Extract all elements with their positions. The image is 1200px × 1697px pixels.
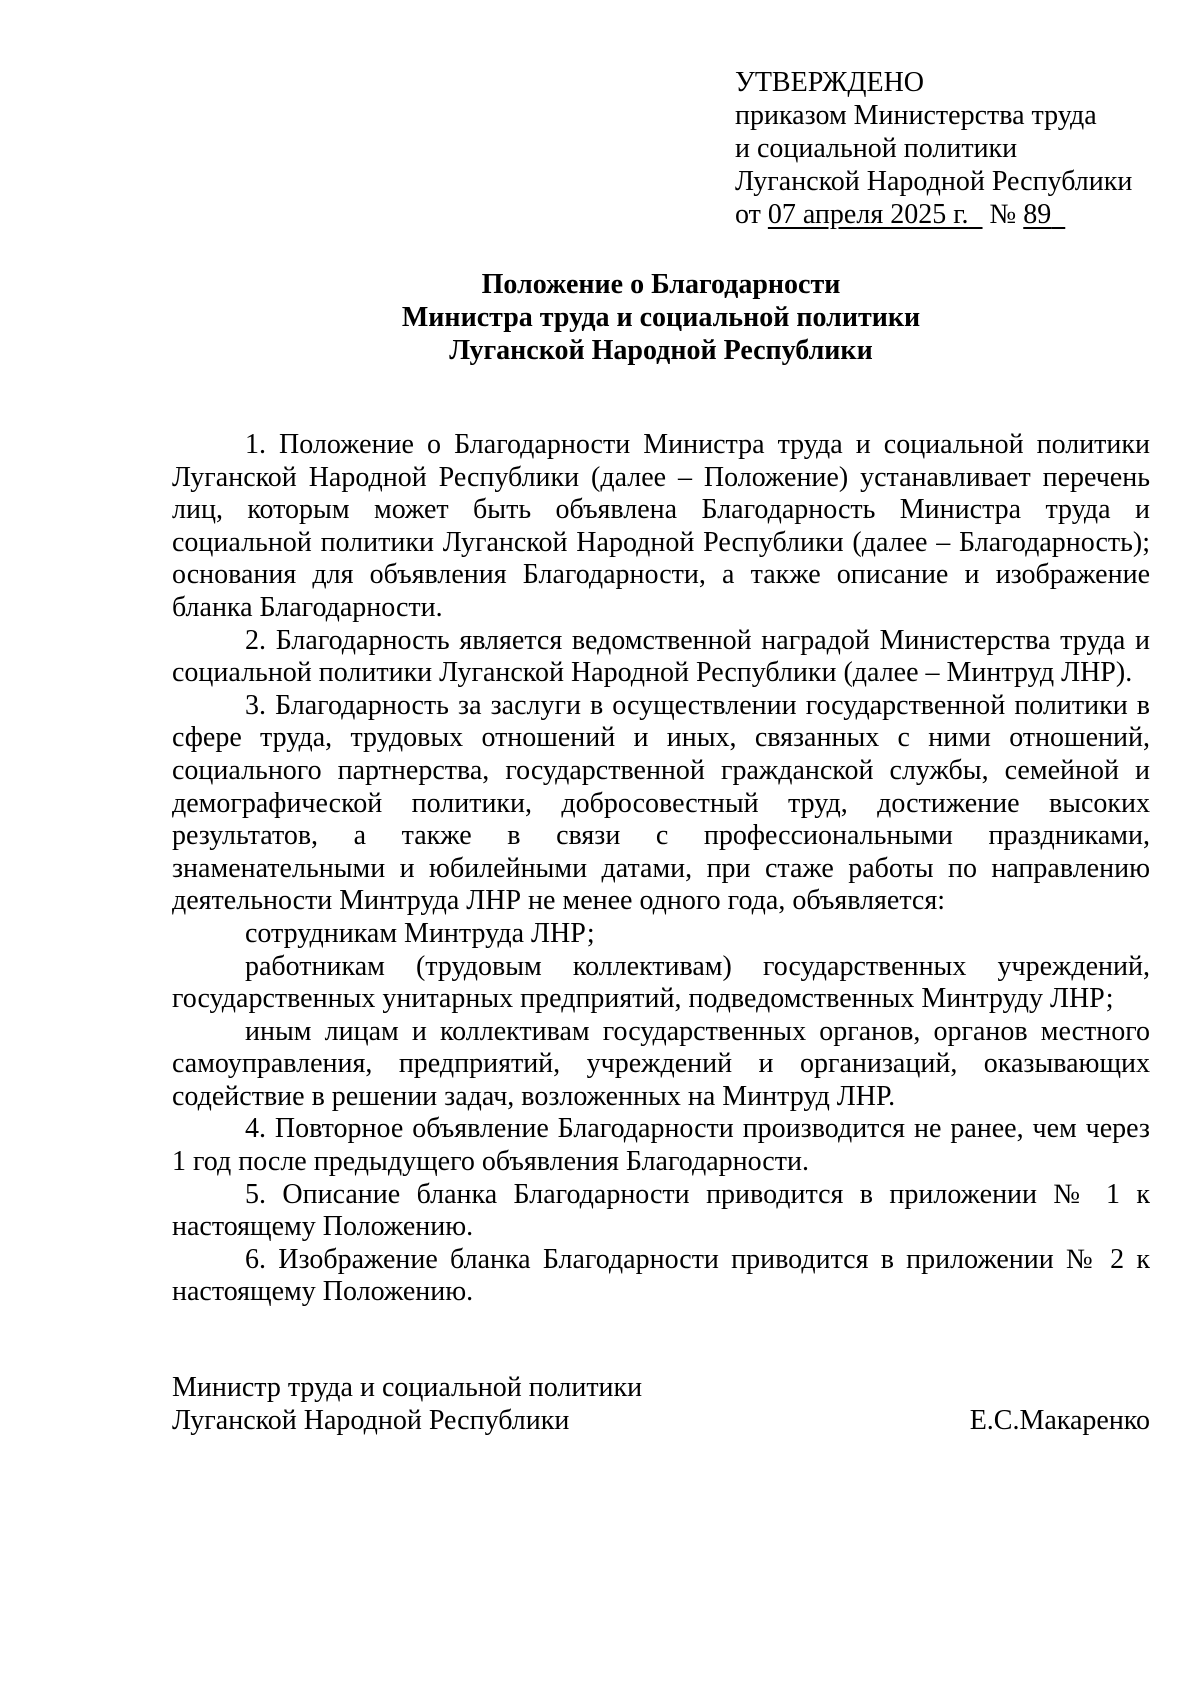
document-title bbox=[172, 268, 1150, 367]
approval-ministry-line: и социальной политики bbox=[735, 133, 1018, 164]
title-line-2: Министра труда и социальной политики bbox=[401, 302, 921, 333]
approval-order-line: приказом Министерства труда bbox=[735, 100, 1097, 131]
title-line-3: Луганской Народной Республики bbox=[449, 335, 873, 366]
list-item-employees: сотрудникам Минтруда ЛНР; bbox=[245, 917, 595, 949]
approval-heading: УТВЕРЖДЕНО bbox=[735, 67, 925, 98]
approval-date-line bbox=[735, 198, 1175, 231]
paragraph-1: 1. Положение о Благодарности Министра труда и социальной политики Луганской Народной Республики (далее – Положение) устанавливает перечень лиц, которым может быть объявлена Благодарность Министра труда и социальной политики Луганской Народной Республики (далее – Благодарность); основания для объявления Благодарности, а также описание и изображение бланка Благодарности. bbox=[172, 429, 1150, 623]
approval-number-prefix: № bbox=[989, 199, 1017, 230]
signature-position: Министр труда и социальной политики bbox=[172, 1372, 643, 1403]
approval-number: 89 bbox=[1023, 199, 1052, 230]
paragraph-5: 5. Описание бланка Благодарности приводится в приложении № 1 к настоящему Положению. bbox=[172, 1178, 1150, 1243]
list-item-other-persons: иным лицам и коллективам государственных органов, органов местного самоуправления, предприятий, учреждений и организаций, оказывающих содействие в решении задач, возложенных на Минтруд ЛНР. bbox=[172, 1015, 1150, 1112]
signature-republic: Луганской Народной Республики bbox=[172, 1405, 570, 1436]
paragraph-4: 4. Повторное объявление Благодарности производится не ранее, чем через 1 год после предыдущего объявления Благодарности. bbox=[172, 1113, 1150, 1178]
paragraph-6: 6. Изображение бланка Благодарности приводится в приложении № 2 к настоящему Положению. bbox=[172, 1243, 1150, 1308]
approval-block bbox=[735, 66, 1175, 231]
signature-position-line-2 bbox=[172, 1404, 1150, 1437]
approval-republic-line: Луганской Народной Республики bbox=[735, 166, 1133, 197]
paragraph-2: 2. Благодарность является ведомственной наградой Министерства труда и социальной политики Луганской Народной Республики (далее – Минтруд ЛНР). bbox=[172, 624, 1150, 689]
document-body bbox=[172, 429, 1150, 1309]
list-item-workers: работникам (трудовым коллективам) государственных учреждений, государственных унитарных предприятий, подведомственных Минтруду ЛНР; bbox=[172, 950, 1150, 1015]
signature-position-line-1 bbox=[172, 1371, 1150, 1404]
signatory-name: Е.С.Макаренко bbox=[969, 1405, 1150, 1436]
approval-date: 07 апреля 2025 г. bbox=[767, 199, 969, 230]
paragraph-3: 3. Благодарность за заслуги в осуществлении государственной политики в сфере труда, трудовых отношений и иных, связанных с ними отношений, социального партнерства, государственной гражданской службы, семейной и демографической политики, добросовестный труд, достижение высоких результатов, а также в связи с профессиональными праздниками, знаменательными и юбилейными датами, при стаже работы по направлению деятельности Минтруда ЛНР не менее одного года, объявляется: bbox=[172, 689, 1150, 917]
signature-block bbox=[172, 1371, 1150, 1437]
title-line-1: Положение о Благодарности bbox=[481, 269, 841, 300]
approval-date-prefix: от bbox=[735, 199, 761, 230]
